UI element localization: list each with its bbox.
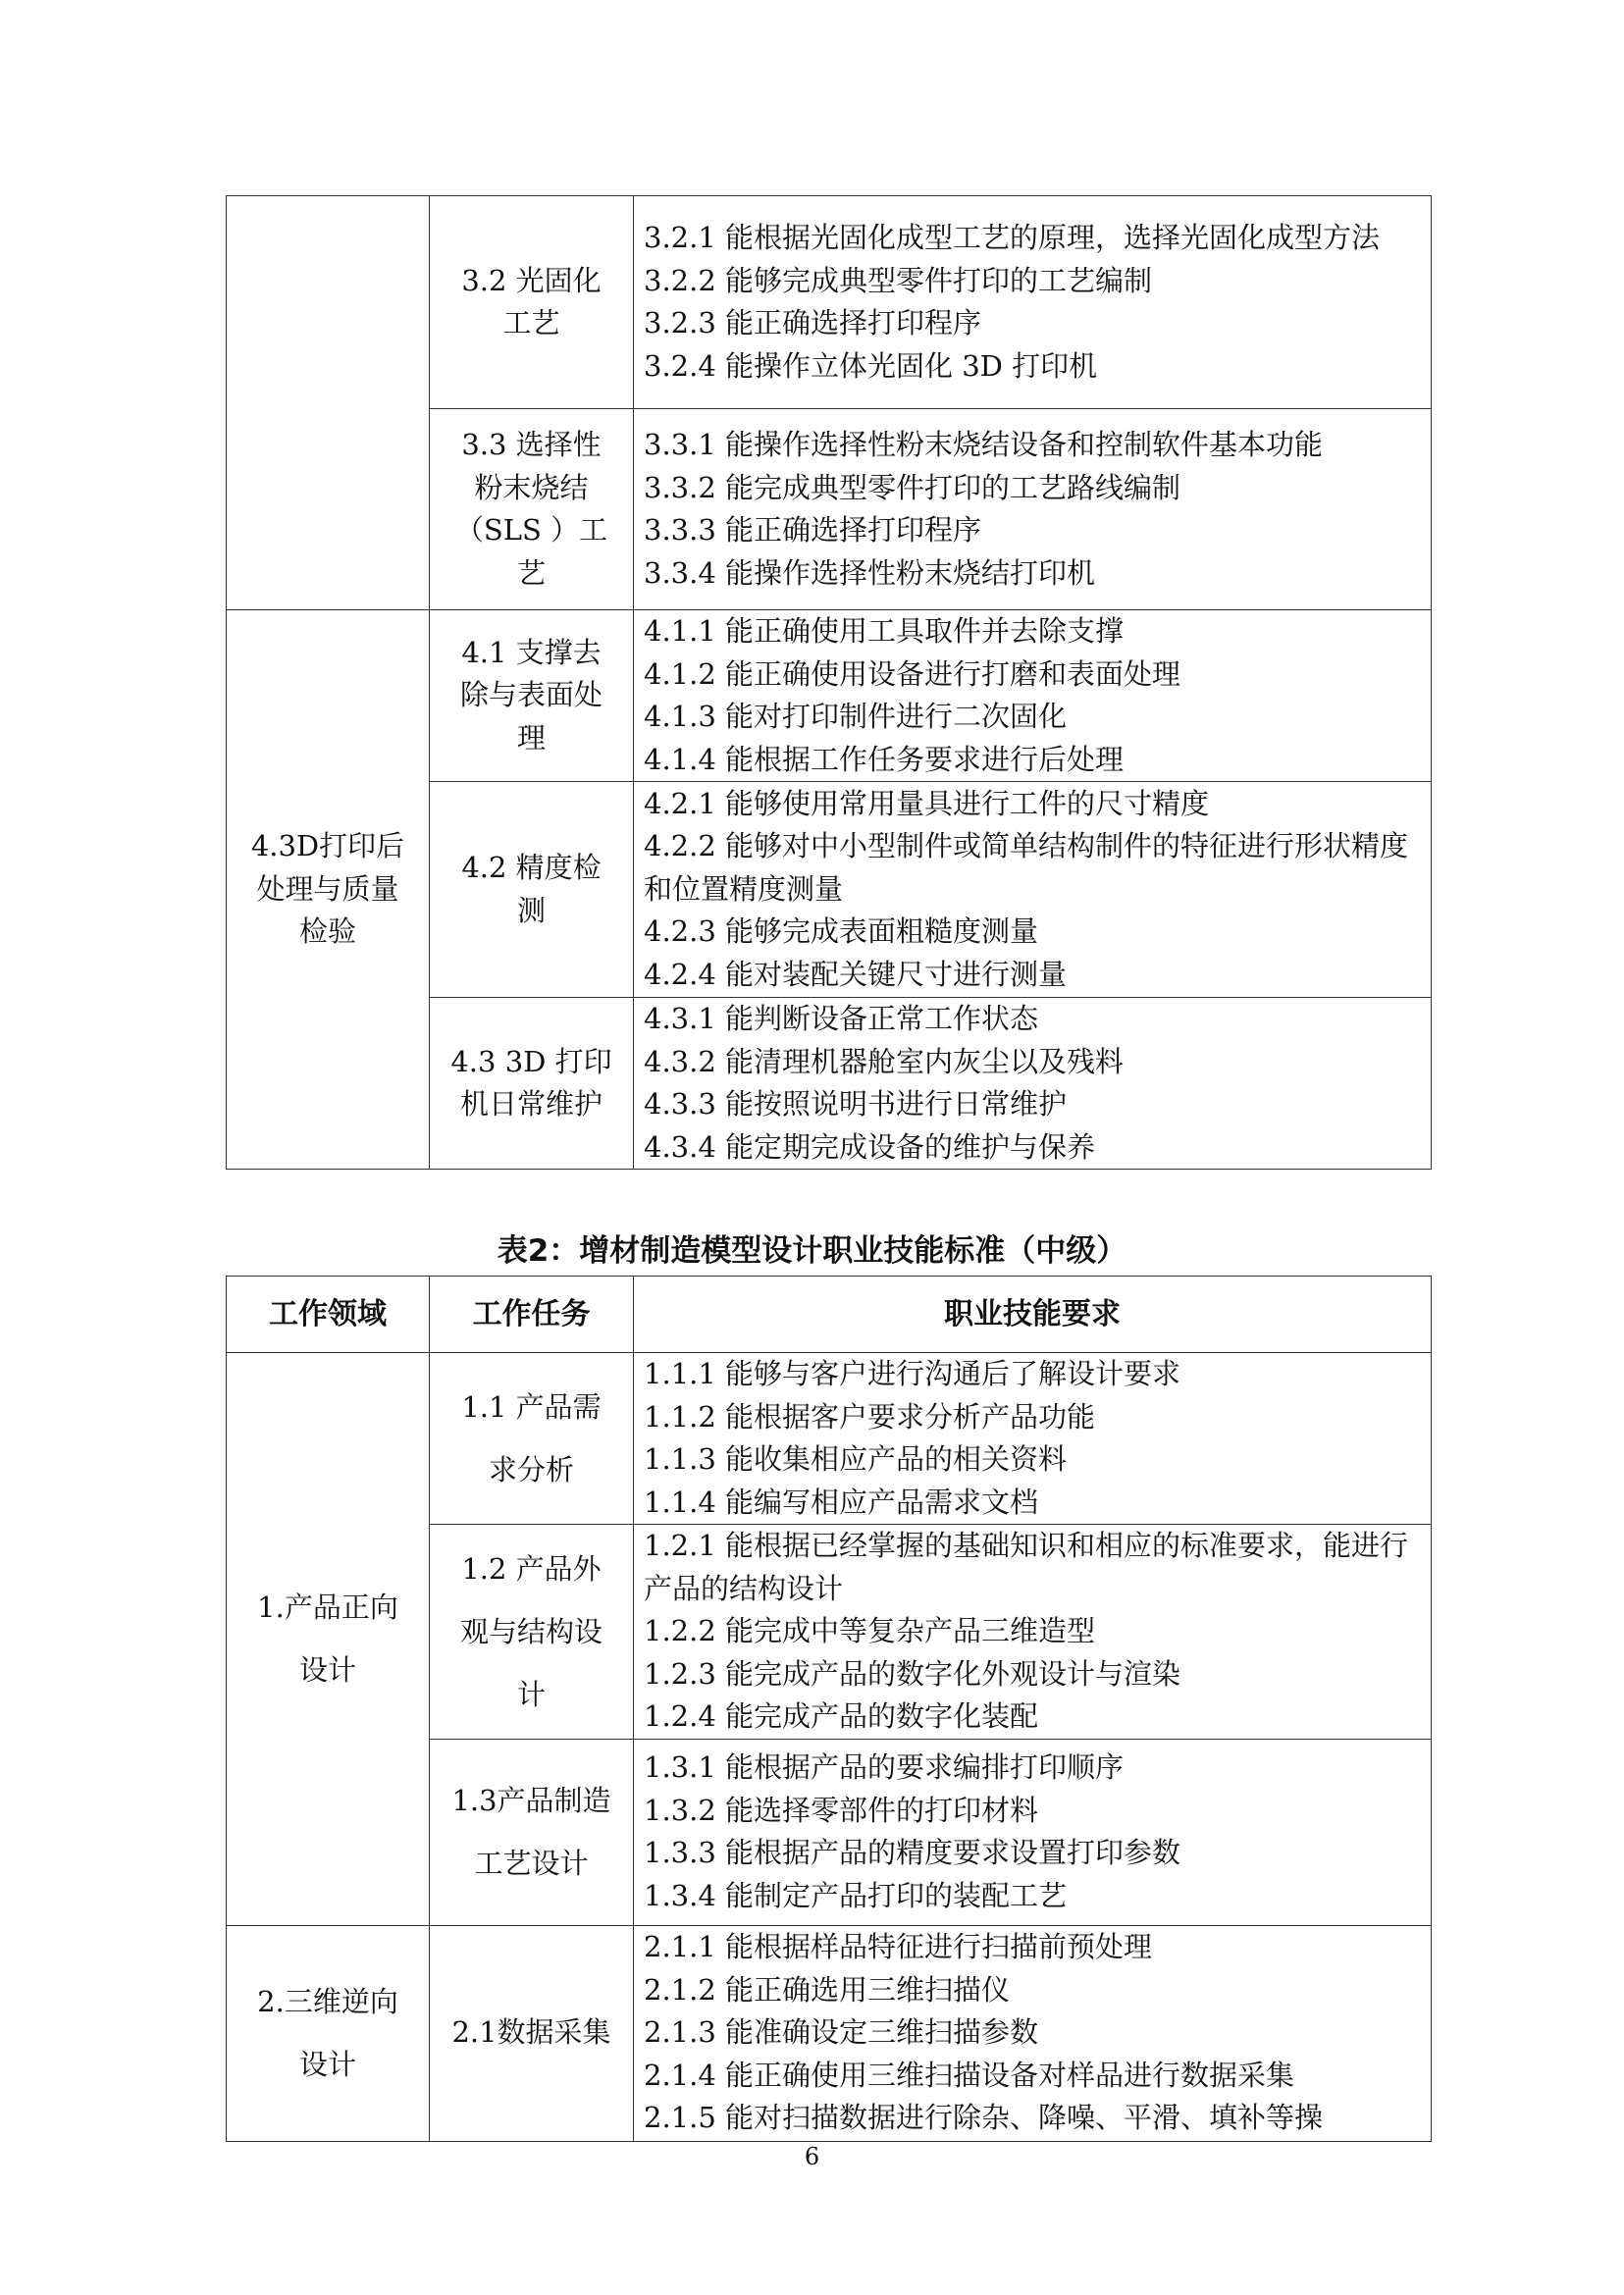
requirement-item: 4.3.4 能定期完成设备的维护与保养 xyxy=(644,1129,1096,1164)
requirement-item: 1.1.2 能根据客户要求分析产品功能 xyxy=(644,1399,1096,1434)
requirement-item: 3.3.2 能完成典型零件打印的工艺路线编制 xyxy=(644,470,1181,504)
table-row xyxy=(227,1353,1432,1525)
table-row xyxy=(227,610,1432,782)
requirement-item: 4.2.4 能对装配关键尺寸进行测量 xyxy=(644,957,1068,991)
skills-table-intermediate xyxy=(226,1276,1432,2142)
requirement-item: 3.2.2 能够完成典型零件打印的工艺编制 xyxy=(644,263,1153,297)
requirement-item: 3.2.3 能正确选择打印程序 xyxy=(644,306,982,339)
skill-requirements-cell xyxy=(634,998,1432,1170)
work-area-cell xyxy=(227,196,430,610)
skill-requirements-cell xyxy=(634,610,1432,782)
requirement-item: 1.3.3 能根据产品的精度要求设置打印参数 xyxy=(644,1836,1181,1869)
requirement-item: 3.3.3 能正确选择打印程序 xyxy=(644,513,982,547)
work-task-cell: 1.2 产品外 观与结构设 计 xyxy=(430,1525,634,1740)
requirement-item: 1.1.4 能编写相应产品需求文档 xyxy=(644,1485,1039,1519)
table-row xyxy=(227,1925,1432,2141)
requirement-item: 2.1.4 能正确使用三维扫描设备对样品进行数据采集 xyxy=(644,2058,1295,2092)
requirement-item: 4.1.3 能对打印制件进行二次固化 xyxy=(644,700,1068,733)
requirement-item: 4.2.3 能够完成表面粗糙度测量 xyxy=(644,914,1039,949)
requirement-item: 4.2.1 能够使用常用量具进行工件的尺寸精度 xyxy=(644,786,1210,820)
requirement-item: 1.3.4 能制定产品打印的装配工艺 xyxy=(644,1878,1068,1912)
requirement-item: 2.1.2 能正确选用三维扫描仪 xyxy=(644,1972,1011,2007)
table-row xyxy=(227,196,1432,409)
requirement-item: 4.3.3 能按照说明书进行日常维护 xyxy=(644,1087,1068,1121)
work-task-cell: 1.1 产品需 求分析 xyxy=(430,1353,634,1525)
header-skill-requirements: 职业技能要求 xyxy=(634,1277,1432,1353)
work-area-cell: 4.3D打印后 处理与质量 检验 xyxy=(227,610,430,1170)
requirement-item: 1.1.3 能收集相应产品的相关资料 xyxy=(644,1442,1068,1476)
requirement-item: 2.1.3 能准确设定三维扫描参数 xyxy=(644,2015,1039,2050)
skill-requirements-cell xyxy=(634,1739,1432,1925)
requirement-item: 4.3.1 能判断设备正常工作状态 xyxy=(644,1002,1039,1035)
requirement-item: 1.3.1 能根据产品的要求编排打印顺序 xyxy=(644,1750,1125,1784)
work-task-cell: 4.3 3D 打印 机日常维护 xyxy=(430,998,634,1170)
skill-requirements-cell xyxy=(634,782,1432,998)
requirement-item: 1.3.2 能选择零部件的打印材料 xyxy=(644,1793,1039,1827)
requirement-item: 4.3.2 能清理机器舱室内灰尘以及残料 xyxy=(644,1044,1125,1078)
requirement-item: 3.2.4 能操作立体光固化 3D 打印机 xyxy=(644,348,1098,383)
skill-requirements-cell xyxy=(634,196,1432,409)
requirement-item: 1.2.1 能根据已经掌握的基础知识和相应的标准要求，能进行产品的结构设计 xyxy=(644,1529,1409,1605)
requirement-item: 2.1.1 能根据样品特征进行扫描前预处理 xyxy=(644,1930,1153,1964)
skill-requirements-cell xyxy=(634,409,1432,610)
work-task-cell: 2.1数据采集 xyxy=(430,1925,634,2141)
requirement-item: 1.1.1 能够与客户进行沟通后了解设计要求 xyxy=(644,1357,1181,1390)
requirement-item: 3.2.1 能根据光固化成型工艺的原理，选择光固化成型方法 xyxy=(644,221,1381,254)
skill-requirements-cell xyxy=(634,1925,1432,2141)
work-task-cell: 1.3产品制造 工艺设计 xyxy=(430,1739,634,1925)
requirement-item: 4.1.2 能正确使用设备进行打磨和表面处理 xyxy=(644,656,1181,691)
requirement-item: 4.2.2 能够对中小型制件或简单结构制件的特征进行形状精度和位置精度测量 xyxy=(644,829,1409,906)
requirement-item: 1.2.2 能完成中等复杂产品三维造型 xyxy=(644,1614,1096,1647)
work-task-cell: 4.2 精度检 测 xyxy=(430,782,634,998)
header-work-area: 工作领域 xyxy=(227,1277,430,1353)
requirement-item: 2.1.5 能对扫描数据进行除杂、降噪、平滑、填补等操 xyxy=(644,2101,1324,2135)
page-number: 6 xyxy=(804,2143,820,2170)
requirement-item: 4.1.1 能正确使用工具取件并去除支撑 xyxy=(644,614,1125,648)
work-task-cell: 4.1 支撑去 除与表面处 理 xyxy=(430,610,634,782)
work-task-cell: 3.3 选择性 粉末烧结 （SLS ）工 艺 xyxy=(430,409,634,610)
requirement-item: 3.3.1 能操作选择性粉末烧结设备和控制软件基本功能 xyxy=(644,428,1324,461)
work-area-cell: 2.三维逆向 设计 xyxy=(227,1925,430,2141)
requirement-item: 1.2.4 能完成产品的数字化装配 xyxy=(644,1699,1039,1733)
work-area-cell: 1.产品正向 设计 xyxy=(227,1353,430,1926)
table-header-row xyxy=(227,1277,1432,1353)
skills-table-continued xyxy=(226,195,1432,1170)
table-caption: 表2：增材制造模型设计职业技能标准（中级） xyxy=(497,1233,1127,1269)
work-task-cell: 3.2 光固化 工艺 xyxy=(430,196,634,409)
requirement-item: 4.1.4 能根据工作任务要求进行后处理 xyxy=(644,742,1125,776)
header-work-task: 工作任务 xyxy=(430,1277,634,1353)
skill-requirements-cell xyxy=(634,1525,1432,1740)
skill-requirements-cell xyxy=(634,1353,1432,1525)
requirement-item: 1.2.3 能完成产品的数字化外观设计与渲染 xyxy=(644,1656,1181,1691)
requirement-item: 3.3.4 能操作选择性粉末烧结打印机 xyxy=(644,555,1096,590)
